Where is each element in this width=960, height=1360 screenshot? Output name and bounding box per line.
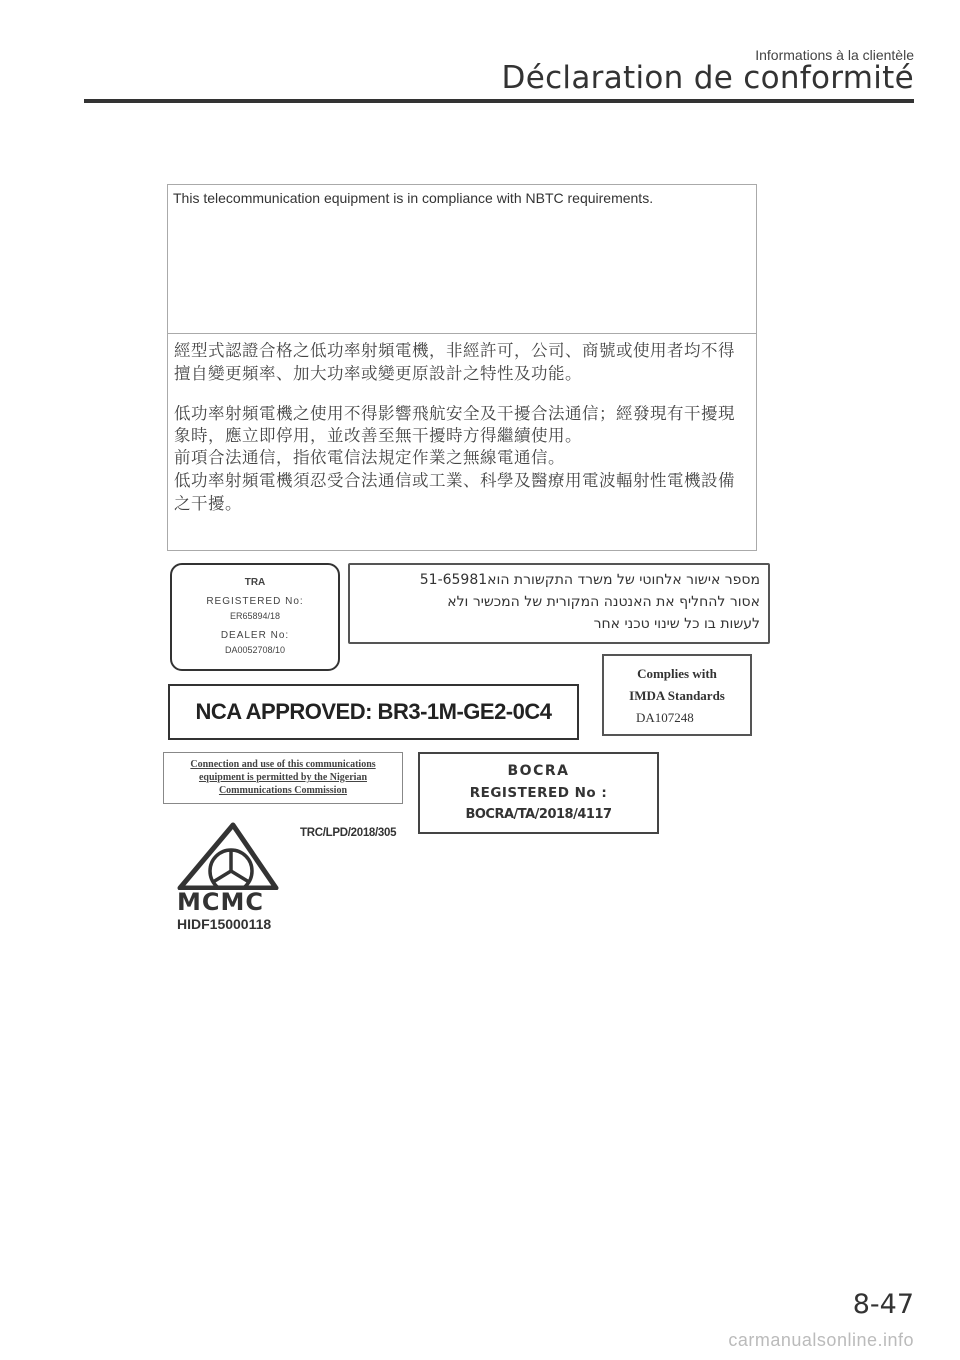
imda-number: DA107248 bbox=[636, 710, 694, 725]
imda-line-1: Complies with bbox=[637, 666, 717, 681]
taiwan-cell bbox=[168, 334, 756, 550]
compliance-table bbox=[167, 184, 757, 551]
taiwan-line-5: 前項合法通信，指依電信法規定作業之無線電通信。 bbox=[174, 448, 565, 467]
imda-label bbox=[602, 654, 752, 736]
tra-dealer-number: DA0052708/10 bbox=[224, 645, 286, 655]
tra-reg-label: REGISTERED No: bbox=[206, 596, 304, 607]
mcmc-logo-icon bbox=[172, 822, 284, 890]
israel-line-2: אסור להחליף את האנטנה המקורית של המכשיר ולא bbox=[447, 594, 760, 610]
trc-number: TRC/LPD/2018/305 bbox=[300, 827, 397, 839]
bocra-label bbox=[418, 752, 659, 834]
taiwan-line-4: 象時，應立即停用，並改善至無干擾時方得繼續使用。 bbox=[174, 426, 582, 445]
israel-line-3: לעשות בו כל שינוי טכני אחר bbox=[593, 616, 760, 632]
bocra-title: BOCRA bbox=[507, 763, 570, 779]
mcmc-wordmark: MCMC bbox=[177, 888, 264, 916]
header-rule bbox=[84, 99, 914, 103]
mcmc-id: HIDF15000118 bbox=[177, 916, 272, 932]
nca-approval bbox=[168, 684, 579, 740]
footer-watermark: carmanualsonline.info bbox=[728, 1330, 914, 1350]
israel-notice bbox=[348, 563, 770, 644]
nigeria-notice bbox=[163, 752, 403, 804]
nigeria-line-1: Connection and use of this communications bbox=[190, 759, 376, 770]
taiwan-line-3: 低功率射頻電機之使用不得影響飛航安全及干擾合法通信；經發現有干擾現 bbox=[174, 404, 735, 423]
ntbc-statement: This telecommunication equipment is in compliance with NBTC requirements. bbox=[173, 190, 654, 206]
bocra-reg-number: BOCRA/TA/2018/4117 bbox=[465, 807, 612, 822]
page-title: Déclaration de conformité bbox=[501, 60, 914, 96]
taiwan-line-1: 經型式認證合格之低功率射頻電機，非經許可，公司、商號或使用者均不得 bbox=[174, 341, 735, 360]
nca-text: NCA APPROVED: BR3-1M-GE2-0C4 bbox=[195, 699, 552, 724]
tra-label bbox=[170, 563, 340, 671]
tra-reg-number: ER65894/18 bbox=[229, 611, 281, 621]
israel-line-1: מספר אישור אלחוטי של משרד התקשורת הוא51-65981 bbox=[419, 572, 760, 588]
taiwan-line-2: 擅自變更頻率、加大功率或變更原設計之特性及功能。 bbox=[174, 364, 582, 383]
taiwan-line-6: 低功率射頻電機須忍受合法通信或工業、科學及醫療用電波輻射性電機設備 bbox=[174, 471, 735, 490]
nigeria-line-3: Communications Commission bbox=[218, 785, 348, 796]
bocra-reg-label: REGISTERED No : bbox=[469, 785, 608, 801]
section-label: Informations à la clientèle bbox=[755, 47, 914, 63]
page-number: 8-47 bbox=[852, 1289, 914, 1320]
nigeria-line-2: equipment is permitted by the Nigerian bbox=[198, 772, 368, 783]
tra-dealer-label: DEALER No: bbox=[220, 630, 290, 641]
imda-line-2: IMDA Standards bbox=[629, 688, 725, 703]
ntbc-cell bbox=[168, 185, 756, 334]
tra-title: TRA bbox=[244, 577, 266, 588]
taiwan-line-7: 之干擾。 bbox=[174, 494, 242, 513]
